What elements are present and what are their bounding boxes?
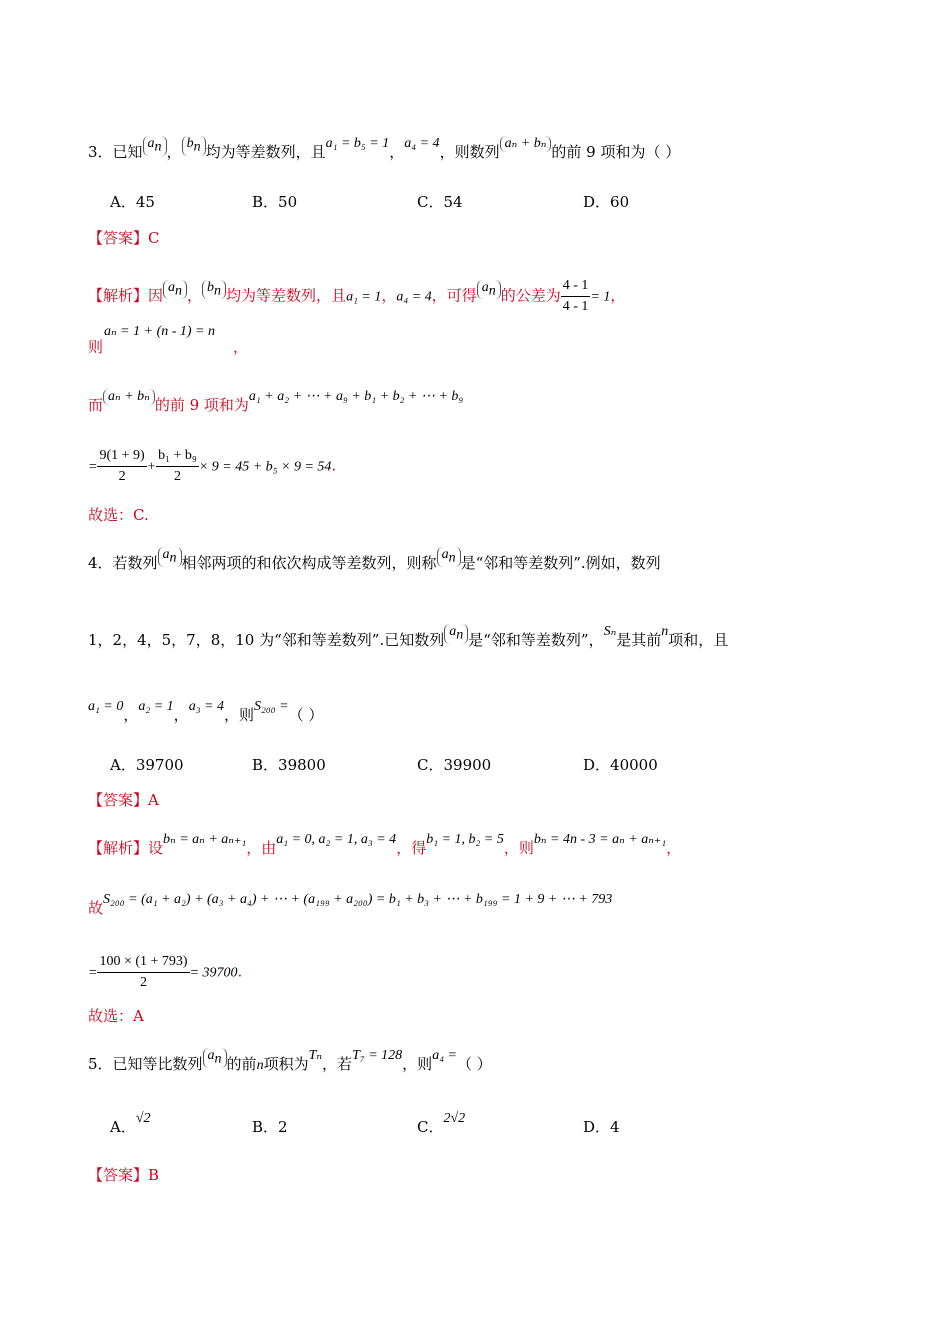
seq-b-brace: $b_n$	[182, 136, 206, 156]
q3-option-c[interactable]: C．54	[417, 193, 463, 211]
q3-then: 则 ，	[88, 338, 249, 356]
q4-stem-line2: 1，2，4，5，7，8，10 为“邻和等差数列”.已知数列 $a_n$ 是“邻和等差数列”，Sₙ是其前n项和，且	[88, 624, 729, 649]
q4-solution-line2: 故S₂₀₀ = (a₁ + a₂) + (a₃ + a₄) + ⋯ + (a₁₉₉ + a₂₀₀) = b₁ + b₃ + ⋯ + b₁₉₉ = 1 + 9 + ⋯ + 793	[88, 892, 613, 917]
q4-option-a[interactable]: A．39700	[110, 756, 184, 774]
q3-solution-line1: 【解析】因 $a_n$ ， $b_n$ 均为等差数列，且a₁ = 1，a₄ = 4，可得 $a_n$ 的公差为 $\frac{4 - 1}{4 - 1}$ = 1，	[88, 276, 625, 317]
q3-condition-2: a₄ = 4	[404, 136, 440, 151]
q4-stem-line1: 4．若数列 $a_n$ 相邻两项的和依次构成等差数列，则称 $a_n$ 是“邻和等差数列”.例如，数列	[88, 547, 661, 572]
q5-option-a[interactable]: A．√2	[110, 1111, 151, 1136]
seq-sum-brace: aₙ + bₙ	[500, 136, 552, 152]
q4-option-b[interactable]: B．39800	[252, 756, 326, 774]
q4-option-c[interactable]: C．39900	[417, 756, 492, 774]
q4-stem-line3: a₁ = 0，a₂ = 1，a₃ = 4，则S₂₀₀ =（ ）	[88, 699, 324, 724]
q3-option-a[interactable]: A．45	[110, 193, 155, 211]
q5-stem: 5．已知等比数列 $a_n$ 的前n项积为Tₙ，若T₇ = 128，则a₄ =（ ）	[88, 1048, 492, 1073]
q3-stem: 3．已知 $a_n$ ， $b_n$ 均为等差数列，且a₁ = b₅ = 1，a₄ = 4，则数列 aₙ + bₙ 的前 9 项和为（ ）	[88, 136, 681, 161]
q5-option-b[interactable]: B．2	[252, 1118, 288, 1136]
q3-general-term: aₙ = 1 + (n - 1) = n	[104, 324, 216, 339]
q4-answer: 【答案】A	[88, 791, 159, 809]
q3-option-b[interactable]: B．50	[252, 193, 298, 211]
q3-sum-calc: = $\frac{9(1 + 9)}{2}$ + $\frac{\text{b₁ + b₉}}{2}$ × 9 = 45 + b₅ × 9 = 54.	[88, 448, 337, 484]
q5-option-c[interactable]: C．2√2	[417, 1111, 466, 1136]
q3-choose: 故选：C.	[88, 506, 149, 524]
q3-sum-line: 而 aₙ + bₙ 的前 9 项和为a₁ + a₂ + ⋯ + a₉ + b₁ + b₂ + ⋯ + b₉	[88, 389, 464, 414]
q4-solution-line3: = $\frac{100 \times (1 + 793)}{2}$ = 39700.	[88, 954, 243, 990]
q3-common-difference-fraction: $\frac{4 - 1}{4 - 1}$	[562, 278, 589, 314]
q3-answer: 【答案】C	[88, 229, 160, 247]
q3-condition-1: a₁ = b₅ = 1	[325, 136, 390, 151]
q4-option-d[interactable]: D．40000	[583, 756, 658, 774]
q4-choose: 故选：A	[88, 1007, 144, 1025]
q5-option-d[interactable]: D．4	[583, 1118, 620, 1136]
seq-a-brace: $a_n$	[143, 136, 167, 156]
q5-answer: 【答案】B	[88, 1166, 160, 1184]
q3-option-d[interactable]: D．60	[583, 193, 630, 211]
q4-solution-line1: 【解析】设bₙ = aₙ + aₙ₊₁，由a₁ = 0, a₂ = 1, a₃ = 4，得b₁ = 1, b₂ = 5，则bₙ = 4n - 3 = aₙ + aₙ₊₁，	[88, 832, 682, 857]
